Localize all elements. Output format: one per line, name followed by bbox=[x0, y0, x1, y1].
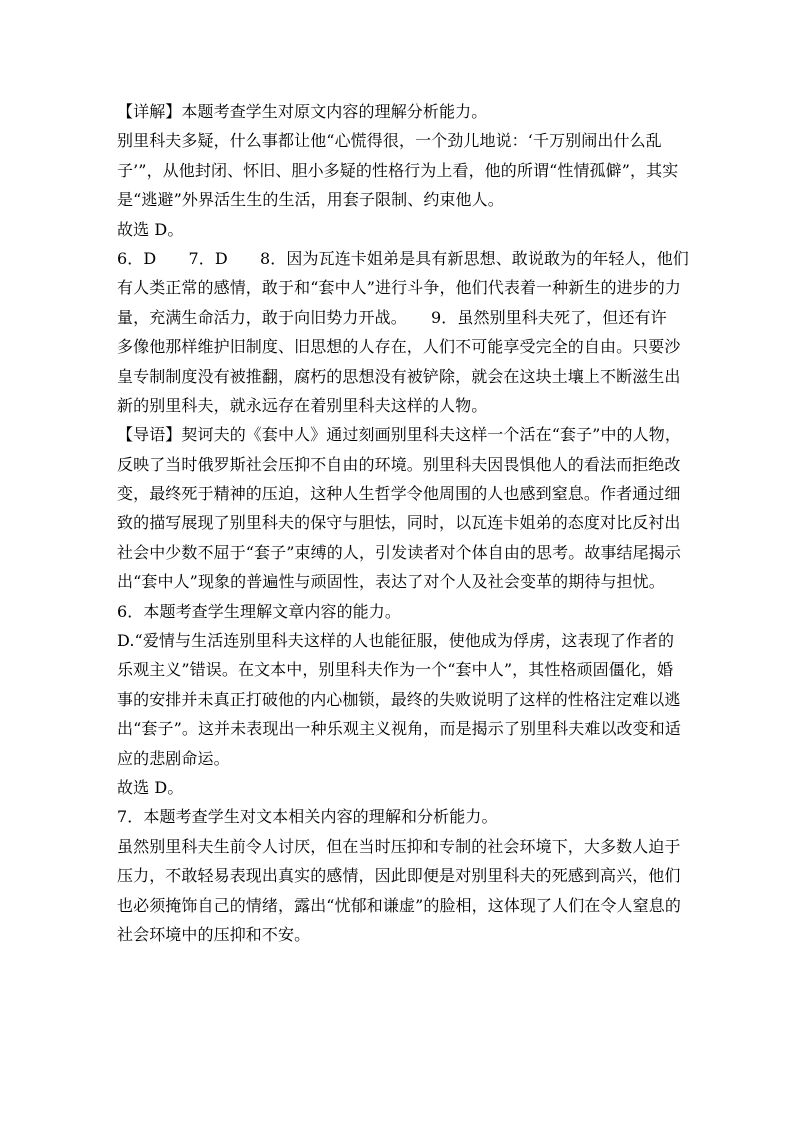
text-line: 【详解】本题考查学生对原文内容的理解分析能力。 bbox=[117, 102, 488, 121]
text-line: 是“逃避”外界活生生的生活，用套子限制、约束他人。 bbox=[117, 190, 504, 210]
text-line: 应的悲剧命运。 bbox=[117, 748, 230, 768]
text-line: 有人类正常的感情，敢于和“套中人”进行斗争，他们代表着一种新生的进步的力 bbox=[117, 278, 681, 298]
text-line: 社会环境中的压抑和不安。 bbox=[117, 924, 311, 944]
text-line: 致的描写展现了别里科夫的保守与胆怯，同时，以瓦连卡姐弟的态度对比反衬出 bbox=[117, 513, 681, 533]
text-line: 6．D 7．D 8．因为瓦连卡姐弟是具有新思想、敢说敢为的年轻人，他们 bbox=[117, 248, 689, 268]
text-line: 【导语】契诃夫的《套中人》通过刻画别里科夫这样一个活在“套子”中的人物， bbox=[117, 425, 681, 445]
text-line: 反映了当时俄罗斯社会压抑不自由的环境。别里科夫因畏惧他人的看法而拒绝改 bbox=[117, 454, 681, 474]
text-line: 变，最终死于精神的压迫，这种人生哲学令他周围的人也感到窒息。作者通过细 bbox=[117, 484, 681, 504]
text-line: 乐观主义”错误。在文本中，别里科夫作为一个“套中人”，其性格顽固僵化，婚 bbox=[117, 660, 674, 680]
text-line: 别里科夫多疑，什么事都让他“心慌得很，一个劲儿地说：‘千万别闹出什么乱 bbox=[117, 131, 662, 151]
text-line: 多像他那样维护旧制度、旧思想的人存在，人们不可能享受完全的自由。只要沙 bbox=[117, 337, 681, 357]
text-line: 7．本题考查学生对文本相关内容的理解和分析能力。 bbox=[117, 807, 498, 827]
text-line: 虽然别里科夫生前令人讨厌，但在当时压抑和专制的社会环境下，大多数人迫于 bbox=[117, 836, 681, 856]
text-line: 出“套子”。这并未表现出一种乐观主义视角，而是揭示了别里科夫难以改变和适 bbox=[117, 719, 681, 739]
text-line: D.“爱情与生活连别里科夫这样的人也能征服，使他成为俘虏，这表现了作者的 bbox=[117, 631, 675, 651]
text-line: 压力，不敢轻易表现出真实的感情，因此即便是对别里科夫的死感到高兴，他们 bbox=[117, 866, 681, 886]
text-line: 出“套中人”现象的普遍性与顽固性，表达了对个人及社会变革的期待与担忧。 bbox=[117, 572, 665, 592]
text-line: 故选 D。 bbox=[117, 777, 184, 797]
text-line: 也必须掩饰自己的情绪，露出“忧郁和谦虚”的脸相，这体现了人们在令人窒息的 bbox=[117, 895, 681, 915]
text-line: 量，充满生命活力，敢于向旧势力开战。 9．虽然别里科夫死了，但还有许 bbox=[117, 307, 667, 327]
document-page bbox=[117, 97, 689, 949]
text-line: 事的安排并未真正打破他的内心枷锁，最终的失败说明了这样的性格注定难以逃 bbox=[117, 689, 681, 709]
text-line: 新的别里科夫，就永远存在着别里科夫这样的人物。 bbox=[117, 395, 488, 415]
text-line: 社会中少数不屈于“套子”束缚的人，引发读者对个体自由的思考。故事结尾揭示 bbox=[117, 542, 681, 562]
text-line: 皇专制制度没有被推翻，腐朽的思想没有被铲除，就会在这块土壤上不断滋生出 bbox=[117, 366, 681, 386]
text-line: 6．本题考查学生理解文章内容的能力。 bbox=[117, 601, 401, 621]
text-line: 故选 D。 bbox=[117, 219, 184, 239]
text-line: 子’”，从他封闭、怀旧、胆小多疑的性格行为上看，他的所谓“性情孤僻”，其实 bbox=[117, 160, 679, 180]
